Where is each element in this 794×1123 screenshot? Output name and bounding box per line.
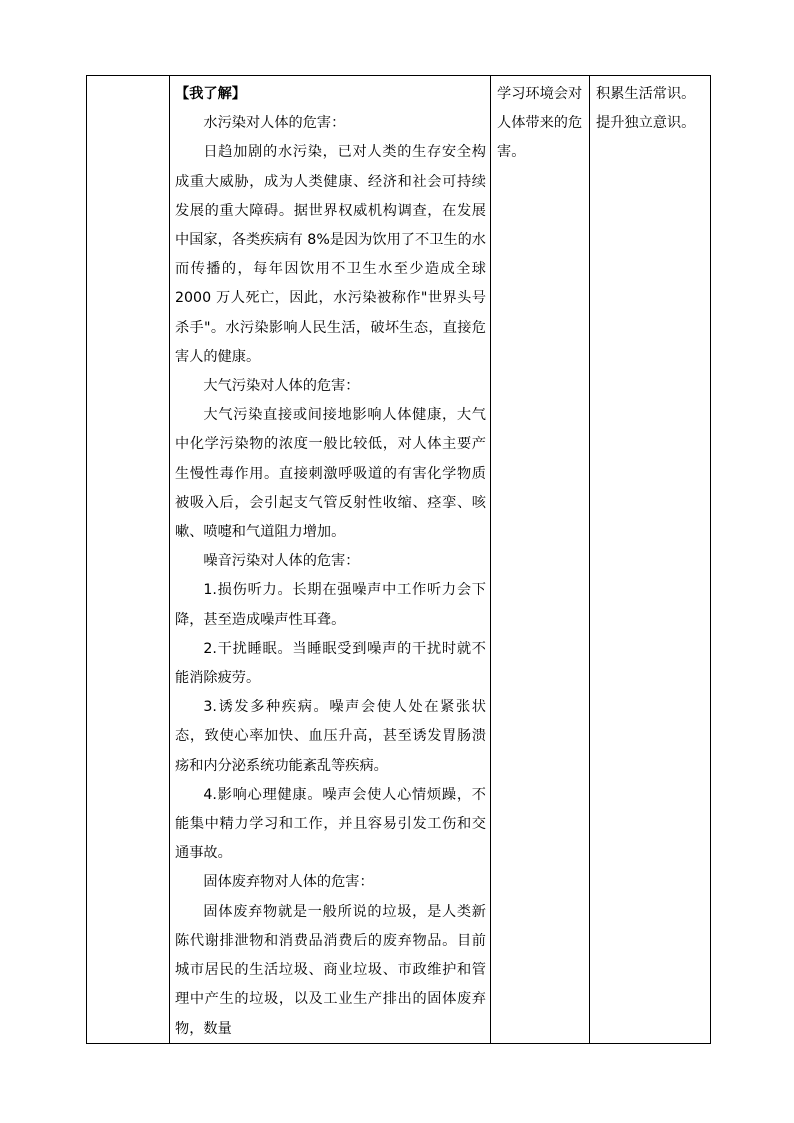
noise-item-3: 3.诱发多种疾病。噪声会使人处在紧张状态，致使心率加快、血压升高，甚至诱发胃肠溃疡和内分泌系统功能紊乱等疾病。 <box>175 699 486 774</box>
subheading-water: 水污染对人体的危害： <box>203 115 346 132</box>
paragraph-solid-waste: 固体废弃物就是一般所说的垃圾，是人类新陈代谢排泄物和消费品消费后的废弃物品。目前城市居民的生活垃圾、商业垃圾、市政维护和管理中产生的垃圾，以及工业生产排出的固体废弃物，数量 <box>175 903 486 1037</box>
subheading-noise: 噪音污染对人体的危害： <box>203 553 360 570</box>
goal-text-block <box>491 76 589 168</box>
table-row <box>87 76 711 1044</box>
goal-text: 学习环境会对人体带来的危害。 <box>497 86 583 161</box>
intent-line-1: 积累生活常识。 <box>596 86 696 102</box>
noise-item-4: 4.影响心理健康。噪声会使人心情烦躁，不能集中精力学习和工作，并且容易引发工伤和交通事故。 <box>175 786 486 862</box>
section-title: 【我了解】 <box>175 86 246 102</box>
content-body <box>170 76 490 1041</box>
goal-cell <box>491 76 590 1044</box>
intent-cell <box>590 76 711 1044</box>
noise-item-1: 1.损伤听力。长期在强噪声中工作听力会下降，甚至造成噪声性耳聋。 <box>175 582 486 628</box>
content-cell <box>170 76 491 1044</box>
lesson-table <box>86 75 711 1044</box>
noise-item-2: 2.干扰睡眠。当睡眠受到噪声的干扰时就不能消除疲劳。 <box>175 640 486 687</box>
intent-text-block <box>590 76 710 138</box>
subheading-air: 大气污染对人体的危害： <box>203 378 360 395</box>
blank-column-cell <box>87 76 170 1044</box>
paragraph-water: 日趋加剧的水污染，已对人类的生存安全构成重大威胁，成为人类健康、经济和社会可持续发展的重大障碍。据世界权威机构调查，在发展中国家，各类疾病有 8%是因为饮用了不卫生的水而传播的，每年因饮用不卫生水至少造成全球 2000 万人死亡，因此，水污染被称作"世界头号杀手"。水污染影响人民生活，破坏生态，直接危害人的健康。 <box>175 144 486 365</box>
subheading-solid-waste: 固体废弃物对人体的危害： <box>203 874 374 891</box>
paragraph-air: 大气污染直接或间接地影响人体健康，大气中化学污染物的浓度一般比较低，对人体主要产生慢性毒作用。直接刺激呼吸道的有害化学物质被吸入后，会引起支气管反射性收缩、痉挛、咳嗽、喷嚏和气道阻力增加。 <box>175 407 486 541</box>
intent-line-2: 提升独立意识。 <box>596 115 696 132</box>
